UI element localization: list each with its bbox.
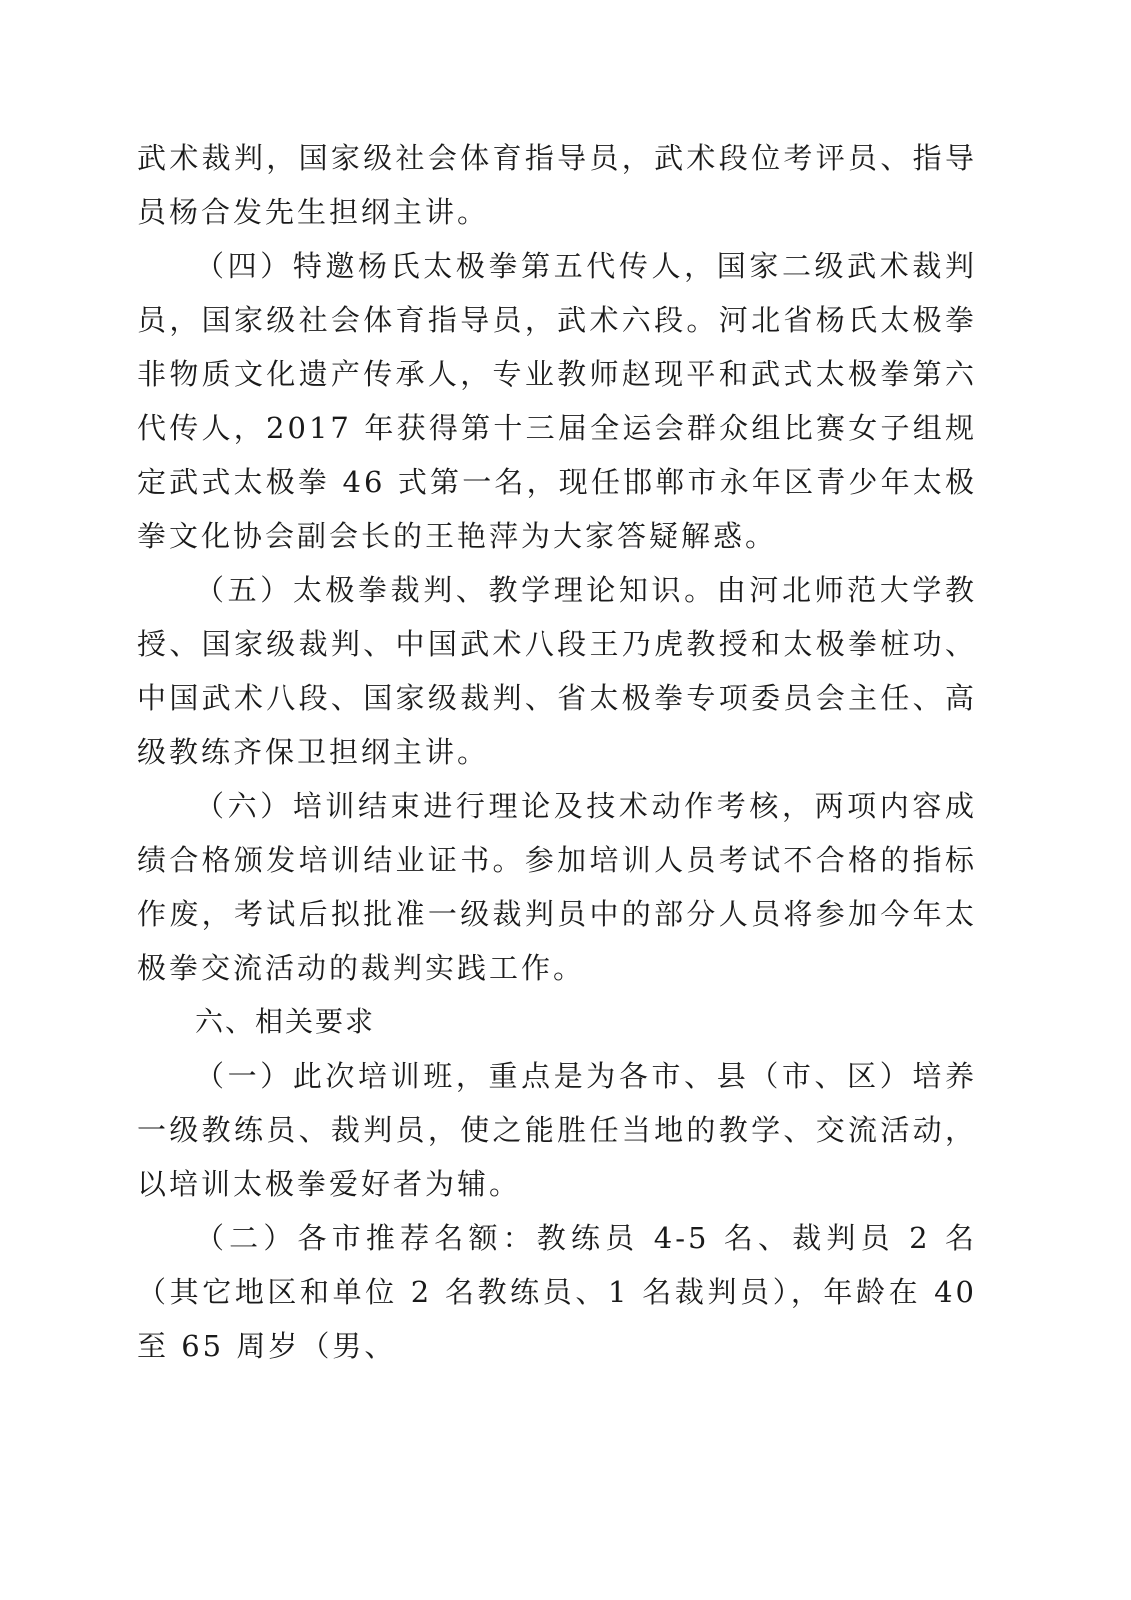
section-heading: 六、相关要求 — [195, 1005, 376, 1038]
paragraph-item-5: （五）太极拳裁判、教学理论知识。由河北师范大学教授、国家级裁判、中国武术八段王乃虎教授和太极拳桩功、中国武术八段、国家级裁判、省太极拳专项委员会主任、高级教练齐保卫担纲主讲。 — [137, 573, 977, 769]
document-body — [137, 131, 977, 1373]
requirement-item-1: （一）此次培训班，重点是为各市、县（市、区）培养一级教练员、裁判员，使之能胜任当地的教学、交流活动，以培训太极拳爱好者为辅。 — [137, 1059, 977, 1201]
requirement-item-2: （二）各市推荐名额：教练员 4-5 名、裁判员 2 名（其它地区和单位 2 名教练员、1 名裁判员），年龄在 40 至 65 周岁（男、 — [137, 1221, 977, 1363]
paragraph-continuation: 武术裁判，国家级社会体育指导员，武术段位考评员、指导员杨合发先生担纲主讲。 — [137, 141, 977, 229]
paragraph-item-4: （四）特邀杨氏太极拳第五代传人，国家二级武术裁判员，国家级社会体育指导员，武术六段。河北省杨氏太极拳非物质文化遗产传承人，专业教师赵现平和武式太极拳第六代传人，2017 年获得第十三届全运会群众组比赛女子组规定武式太极拳 46 式第一名，现任邯郸市永年区青少年太极拳文化协会副会长的王艳萍为大家答疑解惑。 — [137, 249, 977, 553]
paragraph-item-6: （六）培训结束进行理论及技术动作考核，两项内容成绩合格颁发培训结业证书。参加培训人员考试不合格的指标作废，考试后拟批准一级裁判员中的部分人员将参加今年太极拳交流活动的裁判实践工作。 — [137, 789, 977, 985]
